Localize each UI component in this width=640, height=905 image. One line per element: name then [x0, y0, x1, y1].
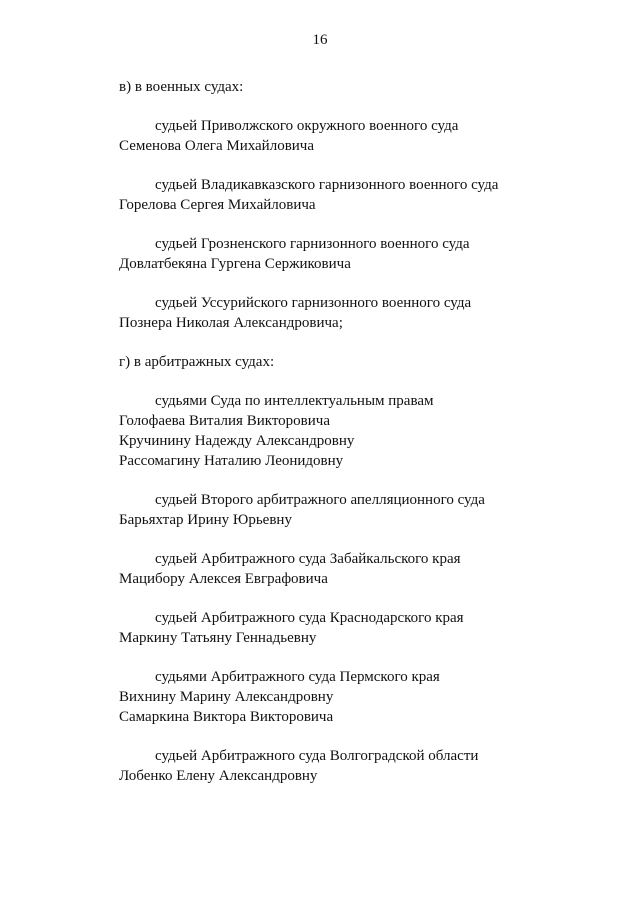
appointment-entry: [119, 234, 599, 274]
court-title: судьями Суда по интеллектуальным правам: [155, 393, 434, 409]
appointment-entry: [119, 116, 599, 156]
appointment-entry: [119, 391, 599, 471]
judge-name: Познера Николая Александровича;: [119, 315, 343, 331]
judge-name: Самаркина Виктора Викторовича: [119, 709, 334, 725]
judge-name: Барьяхтар Ирину Юрьевну: [119, 512, 292, 528]
court-title: судьей Владикавказского гарнизонного военного суда: [155, 177, 499, 193]
section-heading: в) в военных судах:: [119, 79, 244, 95]
judge-name: Кручинину Надежду Александровну: [119, 433, 355, 449]
judge-name: Горелова Сергея Михайловича: [119, 197, 316, 213]
appointment-entry: [119, 667, 599, 727]
court-title: судьей Арбитражного суда Волгоградской области: [155, 748, 479, 764]
judge-name: Мацибору Алексея Евграфовича: [119, 571, 328, 587]
section-military-courts: [119, 77, 599, 333]
judge-name: Маркину Татьяну Геннадьевну: [119, 630, 317, 646]
appointment-entry: [119, 608, 599, 648]
section-arbitration-courts: [119, 352, 599, 786]
court-title: судьей Арбитражного суда Краснодарского края: [155, 610, 464, 626]
appointment-entry: [119, 490, 599, 530]
court-title: судьей Арбитражного суда Забайкальского края: [155, 551, 461, 567]
judge-name: Вихнину Марину Александровну: [119, 689, 334, 705]
court-title: судьей Приволжского окружного военного суда: [155, 118, 459, 134]
appointment-entry: [119, 175, 599, 215]
court-title: судьей Второго арбитражного апелляционного суда: [155, 492, 485, 508]
court-title: судьями Арбитражного суда Пермского края: [155, 669, 440, 685]
appointment-entry: [119, 549, 599, 589]
judge-name: Лобенко Елену Александровну: [119, 768, 318, 784]
judge-name: Семенова Олега Михайловича: [119, 138, 314, 154]
judge-name: Голофаева Виталия Викторовича: [119, 413, 330, 429]
court-title: судьей Уссурийского гарнизонного военного суда: [155, 295, 472, 311]
appointment-entry: [119, 293, 599, 333]
appointment-entry: [119, 746, 599, 786]
document-body: [119, 77, 599, 786]
page-number: 16: [312, 32, 328, 48]
court-title: судьей Грозненского гарнизонного военного суда: [155, 236, 470, 252]
judge-name: Довлатбекяна Гургена Сержиковича: [119, 256, 351, 272]
section-heading: г) в арбитражных судах:: [119, 354, 275, 370]
judge-name: Рассомагину Наталию Леонидовну: [119, 453, 344, 469]
